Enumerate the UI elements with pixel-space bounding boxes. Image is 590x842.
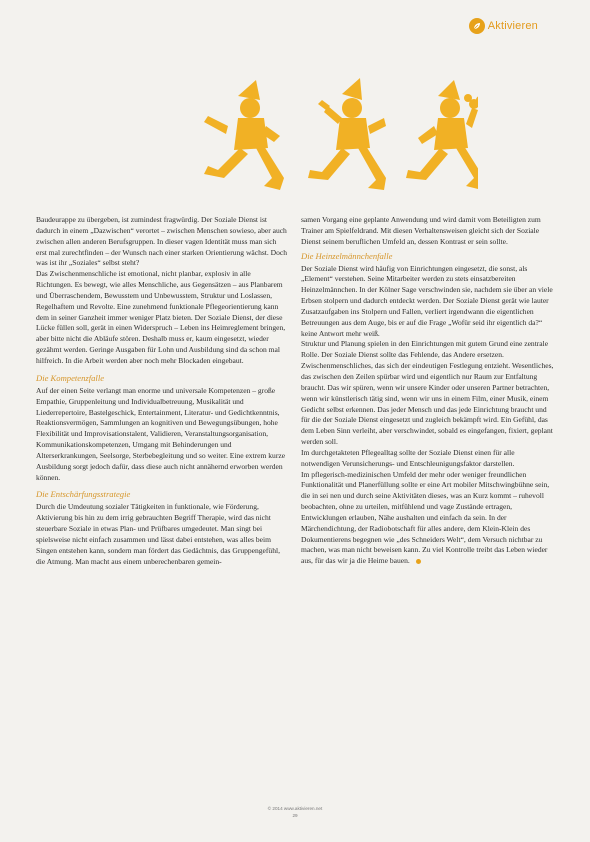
paragraph: Baudeurappe zu übergeben, ist zumindest fragwürdig. Der Soziale Dienst ist dadurch in einem „Dazwischen“ verortet – zwischen Menschen sowieso, aber auch zwischen allen anderen Berufsgruppen. In dieser vagen Identität muss man sich erst mal zurechtfinden – der Wunsch nach einer starken Orientierung wächst. Doch was ist ihr „Soziales“ selbst steht? xyxy=(36,215,288,268)
copyright-text: © 2014 www.aktivieren.net xyxy=(267,806,323,811)
paragraph: samen Vorgang eine geplante Anwendung und wird damit vom Beteiligten zum Trainer am Spielfeldrand. Mit diesen Verhaltensweisen gleicht sich der Soziale Dienst seinem beruflichen Umfeld an, dessen Kontrast er sein sollte. xyxy=(301,215,541,246)
left-column xyxy=(36,215,289,567)
paragraph: Durch die Umdeutung sozialer Tätigkeiten in funktionale, wie Förderung, Aktivierung bis hin zu dem irrig gebrauchten Begriff Therapie, wird das nicht steuerbare Soziale in etwas Plan- und Prüfbares umgedeutet. Man singt bei spielsweise nicht einfach zusammen und lässt dabei entstehen, was alles beim Singen entstehen kann, sondern man fördert das Gedächtnis, das Gruppengefühl, die Atmung. Man macht aus einem unberechenbaren gemein- xyxy=(36,502,280,566)
paragraph: Auf der einen Seite verlangt man enorme und universale Kompetenzen – große Empathie, Gruppenleitung und Individualbetreuung, Musikalität und Liederrepertoire, Bastelgeschick, Entertainment, Literatur- und Gedichtkenntnis, Reaktionsvermögen, Sammlungen an kognitiven und Bewegungsübungen, hohe Flexibilität und Improvisationstalent, Validieren, Veranstaltungsorganisation, Kommunikationskompetenzen, Umgang mit Behinderungen und Alterserkrankungen, Seelsorge, Sterbebegleitung und so weiter. Eine extrem kurze Ausbildung sorgt jedoch dafür, dass diese auch nicht annähernd erworben werden können. xyxy=(36,385,286,482)
end-mark-icon xyxy=(416,559,421,564)
dwarfs-illustration xyxy=(168,78,478,208)
paragraph-last xyxy=(301,470,554,568)
article-body xyxy=(36,215,554,567)
section-badge xyxy=(469,18,538,34)
right-column xyxy=(301,215,554,567)
dwarf-icon xyxy=(406,80,478,190)
section-heading: Die Heinzelmännchenfalle xyxy=(301,250,393,261)
paragraph: Der Soziale Dienst wird häufig von Einrichtungen eingesetzt, die sonst, als „Element“ verstehen. Seine Mitarbeiter werden zu stets einsatzbereiten Heinzelmännchen. In der Kölner Sage verschwinden sie, nachdem sie über an viele Erbsen stolpern und dadurch entdeckt werden. Der Soziale Dienst gerät wie lauter Zusatzaufgaben ins Stolpern und Fallen, verliert irgendwann die eigentlichen Betreuungen aus dem Auge, bis er auf die Frage „Wofür seid ihr eigentlich da?“ keine Antwort mehr weiß. xyxy=(301,263,553,338)
paragraph: Im durchgetakteten Pflegealltag sollte der Soziale Dienst einen für alle notwendigen Verunsicherungs- und Entschleunigungsfaktor darstellen. xyxy=(301,447,515,468)
page-number: 29 xyxy=(292,813,298,818)
section-heading: Die Entschärfungsstrategie xyxy=(36,489,131,500)
dwarf-icon xyxy=(308,78,386,190)
paragraph: Das Zwischenmenschliche ist emotional, nicht planbar, explosiv in alle Richtungen. Es bewegt, wie alles Menschliche, aus Gegensätzen – aus Planbarem und Überraschendem, Bewusstem und Unbewusstem, Struktur und Loslassen, Regelhaftem und Revolte. Eine zunehmend funktionale Pflegeorientierung kann dem in seiner Ganzheit immer weniger Platz bieten. Der Soziale Dienst, der diese Lücke füllen soll, gerät in einen Widerspruch – Leben ins Heimreglement bringen, aber bitte nicht die Abläufe stören. Deshalb muss er, kaum eingesetzt, wieder gezähmt werden. Geringe Ausgaben für Lohn und Ausbildung sind da schon mal hilfreich. In die Arbeit werden aber noch mehr Blockaden eingebaut. xyxy=(36,269,286,365)
dwarf-icon xyxy=(204,80,284,190)
paragraph: Struktur und Planung spielen in den Einrichtungen mit gutem Grund eine zentrale Rolle. Der Soziale Dienst sollte das Fehlende, das Andere ersetzen. Zwischenmenschliches, das sich der eindeutigen Festlegung entzieht. Wesentliches, das zwischen den Zeilen spürbar wird und eigentlich nur Raum zur Entfaltung braucht. Das wir spüren, wenn wir unsere Kinder oder unseren Partner betrachten, wenn wir künstlerisch tätig sind, wenn wir uns in einem Film, einer Musik, einem Gedicht selbst erkennen. Das jeder Mensch und das jede Einrichtung braucht und für die der Soziale Dienst eingesetzt und zugleich bekämpft wird. Ein Gefühl, das dem Leben Sinn verleiht, aber verschwindet, sobald es eingefangen, fixiert, geplant werden soll. xyxy=(301,339,554,447)
section-label: Aktivieren xyxy=(487,20,538,32)
page-footer xyxy=(0,805,590,819)
section-heading: Die Kompetenzfalle xyxy=(36,372,105,383)
leaf-icon xyxy=(469,18,485,34)
paragraph-text: Im pflegerisch-medizinischen Umfeld der mehr oder weniger freundlichen Funktionalität und Planerfüllung sollte er eine Art mobiler Mitschwingbühne sein, die in sei nen und durch seine Aktivitäten dieses, was an Kurz kommt – ruhevoll beobachten, ohne zu urteilen, mitfühlend und vage Zustände ertragen, Entwicklungen erlauben, Nähe aushalten und einfach da sein. In der Märchendichtung, der Radiobotschaft für alles andere, dem Klein-Klein des Dokumentierens begegnen wie „des Schneiders Welt“, dem Versuch nichtbar zu machen, was man nicht beweisen kann. Zu viel Kontrolle treibt das Leben wieder aus, für das wir ja die Heime bauen. xyxy=(301,469,550,566)
